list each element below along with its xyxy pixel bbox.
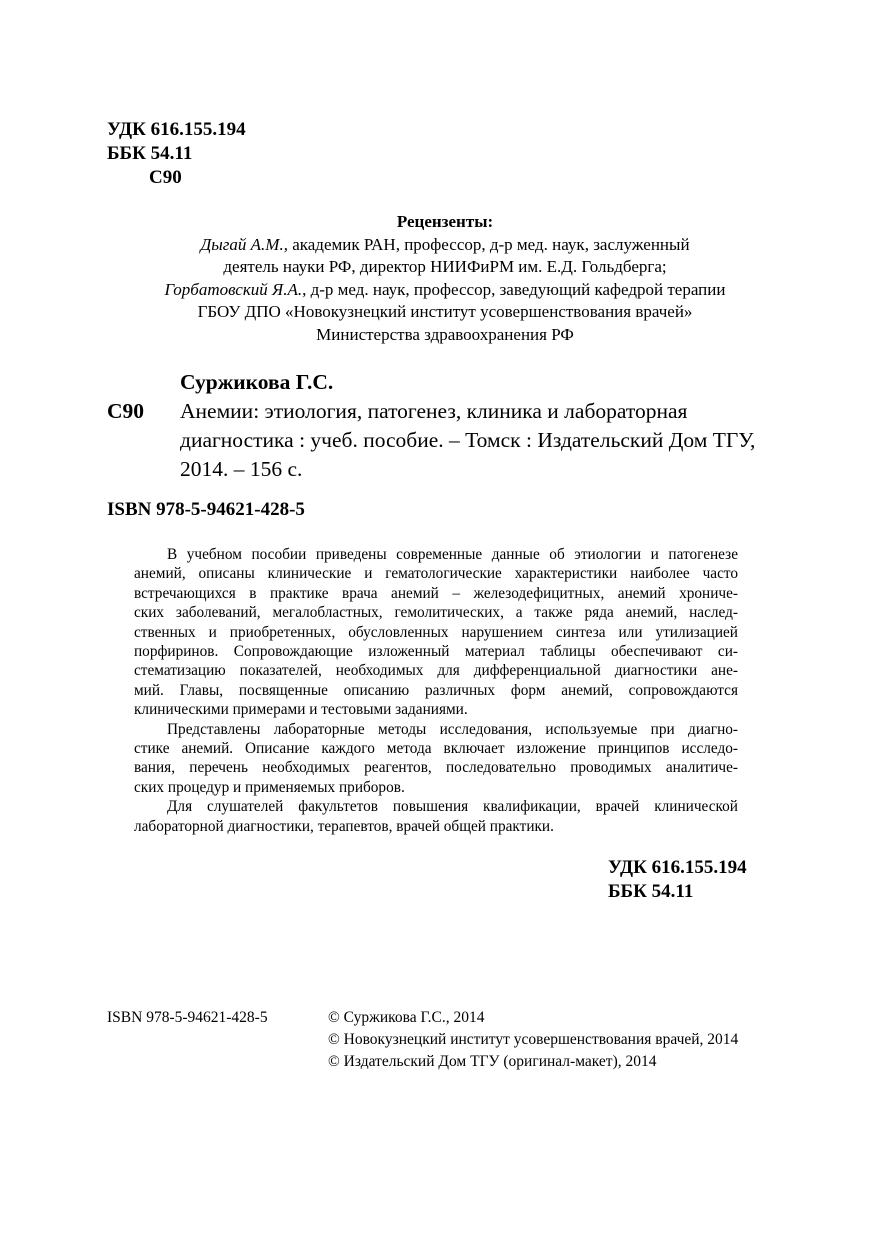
- reviewer-2-line-2: ГБОУ ДПО «Новокузнецкий институт усовершенствования врачей»: [197, 302, 693, 321]
- abstract-line: лабораторной диагностики, терапевтов, врачей общей практики.: [134, 817, 554, 835]
- citation-title-line-2: диагностика : учеб. пособие. – Томск : Издательский Дом ТГУ,: [180, 428, 756, 452]
- copyright-author: © Суржикова Г.С., 2014: [328, 1009, 485, 1026]
- abstract-line: ственных и приобретенных, обусловленных нарушением синтеза или утилизацией: [134, 623, 738, 641]
- copyright-publisher: © Издательский Дом ТГУ (оригинал-макет), 2014: [328, 1053, 657, 1070]
- abstract-line: встречающихся в практике врача анемий – железодефицитных, анемий хрониче-: [134, 584, 738, 602]
- reviewer-2-line-1: [100, 279, 790, 302]
- abstract: [134, 545, 738, 836]
- reviewer-1-text: академик РАН, профессор, д-р мед. наук, заслуженный: [287, 234, 690, 254]
- reviewers-title: Рецензенты:: [396, 212, 494, 231]
- udk-code: УДК 616.155.194: [107, 119, 246, 140]
- author-mark: С90: [149, 167, 182, 188]
- citation-title-line-1: Анемии: этиология, патогенез, клиника и лабораторная: [180, 399, 688, 423]
- reviewer-1-line-2: деятель науки РФ, директор НИИФиРМ им. Е.Д. Гольдберга;: [223, 257, 667, 276]
- citation-title-line-3: 2014. – 156 с.: [180, 457, 303, 481]
- citation-mark: С90: [107, 399, 145, 423]
- reviewer-2-line-3: Министерства здравоохранения РФ: [316, 324, 574, 344]
- abstract-line: Представлены лабораторные методы исследования, используемые при диагно-: [167, 720, 738, 738]
- reviewer-2-text: , д-р мед. наук, профессор, заведующий кафедрой терапии: [302, 279, 726, 299]
- reviewer-2-name: Горбатовский Я.А.: [164, 279, 303, 299]
- bbk-code: ББК 54.11: [107, 143, 193, 164]
- abstract-line: стематизацию показателей, необходимых для дифференциальной диагностики ане-: [134, 662, 738, 680]
- isbn-main: ISBN 978-5-94621-428-5: [107, 499, 305, 520]
- reviewers-block: [100, 211, 790, 346]
- abstract-line: клиническими примерами и тестовыми заданиями.: [134, 701, 468, 719]
- abstract-line: порфиринов. Сопровождающие изложенный материал таблицы обеспечивают си-: [134, 643, 738, 661]
- abstract-line: анемий, описаны клинические и гематологические характеристики наиболее часто: [134, 565, 738, 583]
- abstract-line: ских заболеваний, мегалобластных, гемолитических, а также ряда анемий, наслед-: [134, 604, 738, 622]
- reviewer-1-line-1: [100, 234, 790, 257]
- abstract-line: Для слушателей факультетов повышения квалификации, врачей клинической: [167, 798, 738, 816]
- abstract-line: ских процедур и применяемых приборов.: [134, 778, 405, 796]
- bbk-code-bottom: ББК 54.11: [608, 881, 694, 902]
- abstract-line: вания, перечень необходимых реагентов, последовательно проводимых аналитиче-: [134, 759, 738, 777]
- abstract-line: стике анемий. Описание каждого метода включает изложение принципов исследо-: [134, 740, 738, 758]
- footer-isbn: ISBN 978-5-94621-428-5: [107, 1009, 268, 1026]
- citation-author: Суржикова Г.С.: [180, 370, 334, 394]
- abstract-line: мий. Главы, посвященные описанию различных форм анемий, сопровождаются: [134, 681, 738, 699]
- abstract-line: В учебном пособии приведены современные данные об этиологии и патогенезе: [167, 546, 738, 563]
- copyright-institute: © Новокузнецкий институт усовершенствования врачей, 2014: [328, 1031, 739, 1048]
- reviewer-1-name: Дыгай А.М.,: [200, 234, 288, 254]
- udk-code-bottom: УДК 616.155.194: [608, 857, 747, 878]
